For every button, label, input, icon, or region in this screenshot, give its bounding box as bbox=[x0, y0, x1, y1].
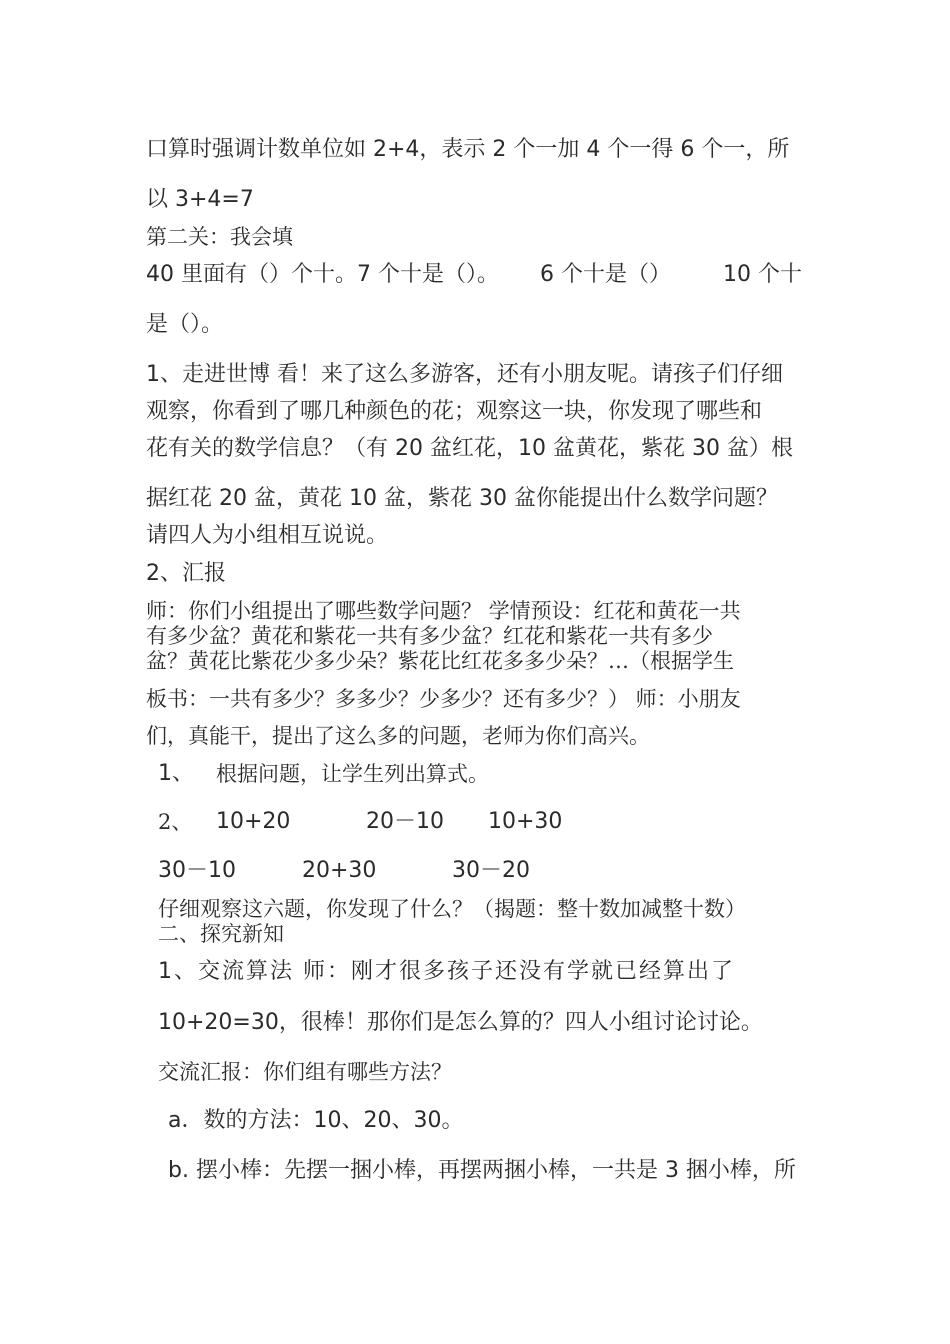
text-line: 10 个十 bbox=[723, 262, 802, 287]
equation: 30－20 bbox=[452, 858, 530, 883]
text-line: 据红花 20 盆，黄花 10 盆，紫花 30 盆你能提出什么数学问题？ bbox=[146, 486, 778, 511]
text-line: 10+20=30，很棒！那你们是怎么算的？四人小组讨论讨论。 bbox=[158, 1010, 763, 1035]
text-line: 请四人为小组相互说说。 bbox=[146, 523, 389, 548]
text-line: b. 摆小棒：先摆一捆小棒，再摆两捆小棒，一共是 3 捆小棒，所 bbox=[168, 1158, 796, 1183]
equation: 20+30 bbox=[302, 858, 377, 883]
text-line: 1、走进世博 看！来了这么多游客，还有小朋友呢。请孩子们仔细 bbox=[146, 362, 783, 387]
equation: 20－10 bbox=[366, 809, 444, 834]
section-heading: 第二关：我会填 bbox=[146, 225, 293, 249]
text-line: 1、交流算法 师：刚才很多孩子还没有学就已经算出了 bbox=[158, 959, 735, 984]
equation: 10+20 bbox=[216, 809, 291, 834]
list-number: 2、 bbox=[158, 810, 193, 834]
text-line: 观察，你看到了哪几种颜色的花；观察这一块，你发现了哪些和 bbox=[146, 399, 763, 424]
text-line: 是（）。 bbox=[146, 312, 224, 337]
text-line: 花有关的数学信息？（有 20 盆红花，10 盆黄花，紫花 30 盆）根 bbox=[146, 436, 793, 461]
text-line: 有多少盆？黄花和紫花一共有多少盆？红花和紫花一共有多少 bbox=[146, 624, 713, 648]
text-line: 口算时强调计数单位如 2+4，表示 2 个一加 4 个一得 6 个一，所 bbox=[146, 137, 790, 162]
equation: 10+30 bbox=[488, 809, 563, 834]
text-line: 根据问题，让学生列出算式。 bbox=[216, 762, 489, 786]
section-heading: 二、探究新知 bbox=[158, 922, 284, 946]
text-line: 盆？黄花比紫花少多少朵？紫花比红花多多少朵？…（根据学生 bbox=[146, 649, 734, 673]
list-number: 1、 bbox=[158, 761, 194, 786]
text-line: 以 3+4=7 bbox=[146, 187, 254, 212]
text-line: 40 里面有（）个十。7 个十是（）。 bbox=[146, 262, 499, 287]
text-line: 6 个十是（） bbox=[540, 262, 671, 287]
text-line: a．数的方法：10、20、30。 bbox=[168, 1108, 464, 1133]
equation: 30－10 bbox=[158, 858, 236, 883]
section-heading: 2、汇报 bbox=[146, 561, 226, 586]
text-line: 们，真能干，提出了这么多的问题，老师为你们高兴。 bbox=[146, 724, 650, 748]
text-line: 板书：一共有多少？多多少？少多少？还有多少？） 师：小朋友 bbox=[146, 687, 741, 711]
text-line: 师：你们小组提出了哪些数学问题？ 学情预设：红花和黄花一共 bbox=[146, 599, 741, 623]
text-line: 仔细观察这六题，你发现了什么？（揭题：整十数加减整十数） bbox=[158, 897, 746, 921]
text-line: 交流汇报：你们组有哪些方法？ bbox=[158, 1060, 452, 1084]
